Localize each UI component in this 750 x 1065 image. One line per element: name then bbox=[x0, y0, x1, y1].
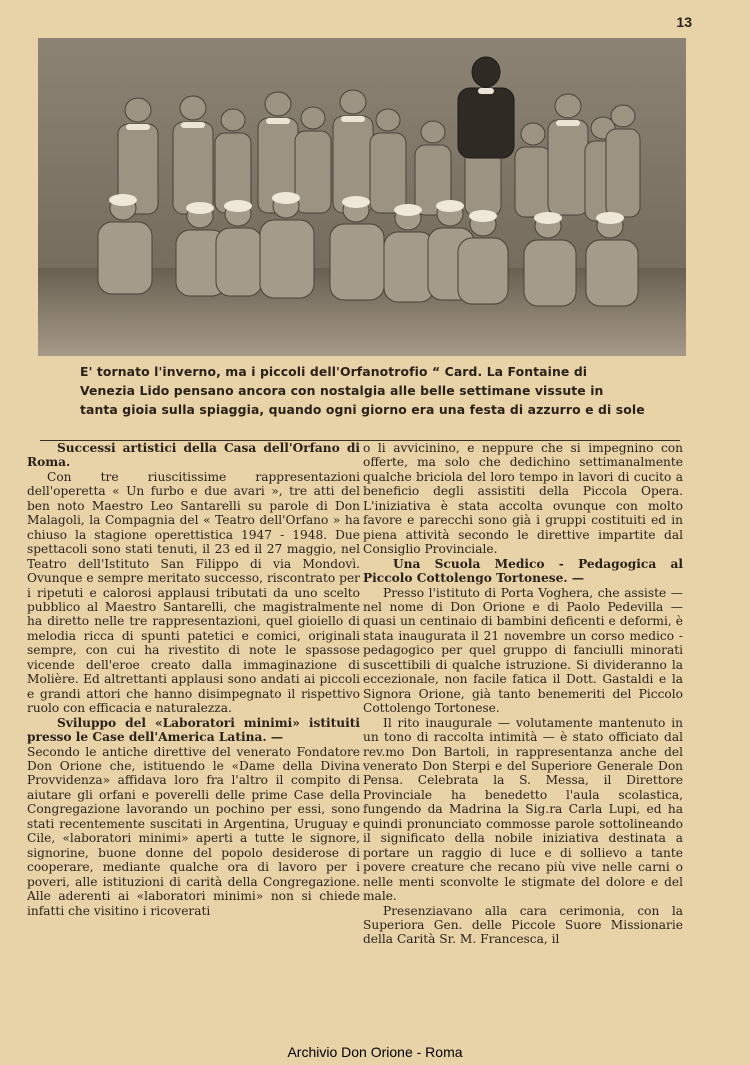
caption-line: Venezia Lido pensano ancora con nostalgia alle belle settimane vissute in bbox=[80, 383, 604, 398]
article-headline: Sviluppo del «Laboratori minimi» istituiti presso le Case dell'America Latina. — bbox=[27, 715, 360, 745]
group-photo-children-beach-icon bbox=[38, 38, 686, 356]
article-paragraph: Presenziavano alla cara cerimonia, con la Superiora Gen. delle Piccole Suore Missionarie della Carità Sr. M. Francesca, il bbox=[363, 903, 683, 947]
caption-line: tanta gioia sulla spiaggia, quando ogni giorno era una festa di azzurro e di sole bbox=[80, 402, 645, 417]
article-paragraph: Il rito inaugurale — volutamente mantenuto in un tono di raccolta intimità — è stato officiato dal rev.mo Don Bartoli, in rappresentanza anche del venerato Don Sterpi e del Superiore Generale Don Pensa. Celebrata la S. Messa, il Direttore Provinciale ha benedetto l'aula scolastica, fungendo da Madrina la Sig.ra Carla Lupi, ed ha quindi pronunciato commosse parole sottolineando il significato della nobile iniziativa destinata a portare un raggio di luce e di sollievo a tante povere creature che recano più vive nelle carni o nelle menti sconvolte le stigmate del dolore e del male. bbox=[363, 715, 683, 904]
article-paragraph: Presso l'istituto di Porta Voghera, che assiste — nel nome di Don Orione e di Paolo Pedevilla — quasi un centinaio di bambini deficenti e deformi, è stata inaugurata il 21 novembre un corso medico - pedagogico per quel gruppo di fanciulli minorati suscettibili di qualche istruzione. Si divideranno la eccezionale, non facile fatica il Dott. Gastaldi e la Signora Orione, già tanto benemeriti del Piccolo Cottolengo Tortonese. bbox=[363, 585, 683, 716]
page-number: 13 bbox=[676, 14, 692, 30]
archive-footer: Archivio Don Orione - Roma bbox=[287, 1044, 463, 1060]
right-column bbox=[363, 441, 683, 947]
photo-caption bbox=[80, 362, 680, 419]
group-photo bbox=[38, 38, 686, 356]
article-paragraph: o li avvicinino, e neppure che si impegnino con offerte, ma solo che dedichino settimanalmente qualche briciola del loro tempo in lavori di cucito a beneficio degli assistiti della Piccola Opera. L'iniziativa è stata accolta ovunque con molto favore e parecchi sono già i gruppi costituiti ed in piena attività secondo le direttive impartite dal Consiglio Provinciale. bbox=[363, 441, 683, 557]
article-paragraph: Secondo le antiche direttive del venerato Fondatore Don Orione che, istituendo le «Dame della Divina Provvidenza» affidava loro fra l'altro il compito di aiutare gli orfani e poverelli delle prime Case della Congregazione lavorando un pochino per essi, sono stati recentemente suscitati in Argentina, Uruguay e Cile, «laboratori minimi» aperti a tutte le signore, signorine, buone donne del popolo desiderose di cooperare, mediante qualche ora di lavoro per i poveri, alle istituzioni di carità della Congregazione. Alle aderenti ai «laboratori minimi» non si chiede infatti che visitino i ricoverati bbox=[27, 744, 360, 918]
article-headline: Successi artistici della Casa dell'Orfano di Roma. bbox=[27, 441, 360, 470]
article-headline: Una Scuola Medico - Pedagogica al Piccolo Cottolengo Tortonese. — bbox=[363, 556, 683, 586]
left-column bbox=[27, 441, 360, 918]
article-paragraph: Con tre riuscitissime rappresentazioni dell'operetta « Un furbo e due avari », tre atti del ben noto Maestro Leo Santarelli su parole di Don Malagoli, la Compagnia del « Teatro dell'Orfano » ha chiuso la stagione operettistica 1947 - 1948. Due spettacoli sono stati tenuti, il 23 ed il 27 maggio, nel Teatro dell'Istituto San Filippo di via Mondovì. Ovunque e sempre meritato successo, riscontrato per i ripetuti e calorosi applausi tributati da uno scelto pubblico al Maestro Santarelli, che magistralmente ha diretto nelle tre rappresentazioni, quel gioiello di melodia ricca di spunti patetici e comici, originali sempre, con cui ha rivestito di note le spassose vicende dell'eroe creato dalla immaginazione di Molière. Ed altrettanti applausi sono andati ai piccoli e grandi attori che hanno disimpegnato il rispettivo ruolo con efficacia e naturalezza. bbox=[27, 469, 360, 716]
caption-line: E' tornato l'inverno, ma i piccoli dell'Orfanotrofio “ Card. La Fontaine di bbox=[80, 364, 588, 379]
